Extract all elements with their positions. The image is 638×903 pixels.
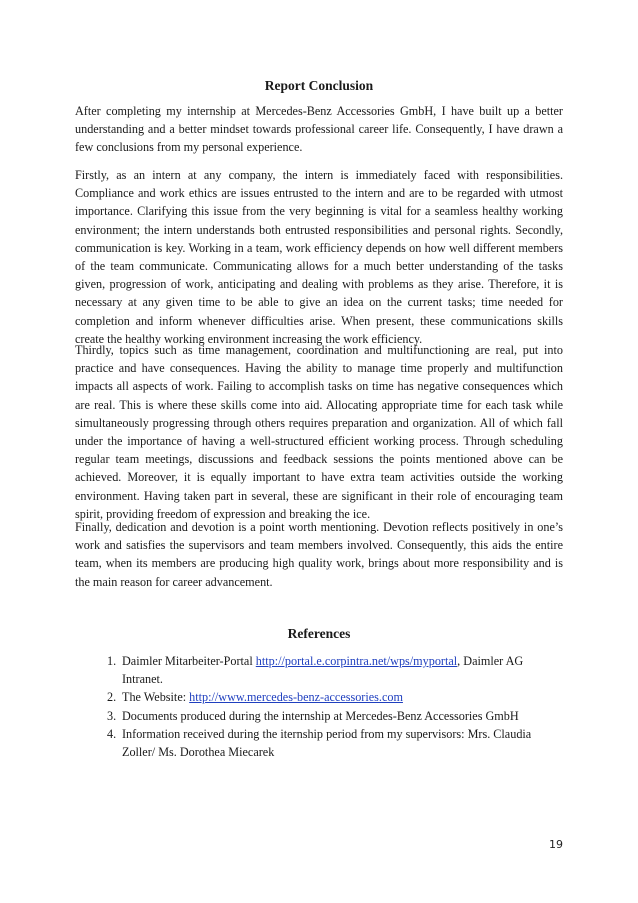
conclusion-paragraph-firstly: Firstly, as an intern at any company, the intern is immediately faced with responsibilities. Compliance and work ethics are issues entrusted to the intern and are to be regarded with utmost importance. Clarifying this issue from the very beginning is vital for a seamless healthy working environment; the intern understands both entrusted responsibilities and personal rights. Secondly, communication is key. Working in a team, work efficiency depends on how well different members of the team communicate. Communicating allows for a much better understanding of the tasks given, progression of work, anticipating and dealing with problems as they arise. Therefore, it is necessary at any given time to be able to give an idea on the current tasks; time needed for completion and inform whenever difficulties arise. When present, these communications skills create the healthy working environment increasing the work efficiency. (75, 168, 563, 346)
references-title: References (287, 626, 351, 641)
reference-item (75, 688, 552, 706)
reference-item (75, 725, 552, 761)
reference-item (75, 707, 552, 725)
references-list (75, 652, 563, 761)
conclusion-paragraph-intro: After completing my internship at Mercedes-Benz Accessories GmbH, I have built up a better understanding and a better mindset towards professional career life. Consequently, I have drawn a few conclusions from my personal experience. (75, 104, 563, 155)
reference-link-website[interactable]: http://www.mercedes-benz-accessories.com (189, 690, 403, 705)
reference-item (75, 652, 552, 688)
reference-link-portal[interactable]: http://portal.e.corpintra.net/wps/myportal (255, 654, 458, 668)
reference-number: 2. (107, 690, 117, 705)
reference-number: 4. (107, 726, 117, 741)
page-number: 19 (549, 838, 563, 851)
reference-number: 1. (107, 654, 117, 668)
conclusion-title: Report Conclusion (264, 78, 374, 93)
reference-text: Daimler Mitarbeiter-Portal (122, 654, 256, 668)
conclusion-paragraph-thirdly: Thirdly, topics such as time management, coordination and multifunctioning are real, put into practice and have consequences. Having the ability to manage time properly and multifunction impacts all aspects of work. Failing to accomplish tasks on time has negative consequences which are real. This is where these skills come into aid. Allocating appropriate time for each task while simultaneously progressing through others requires preparation and organization. All of which fall under the importance of having a well-structured efficient working process. Through scheduling regular team meetings, discussions and feedback sessions the points mentioned above can be achieved. Moreover, it is equally important to have extra team activities outside the working environment. Having taken part in several, these are significant in their role of encouraging team spirit, providing freedom of expression and breaking the ice. (75, 343, 563, 521)
reference-number: 3. (107, 708, 117, 723)
conclusion-paragraph-finally: Finally, dedication and devotion is a point worth mentioning. Devotion reflects positively in one’s work and satisfies the supervisors and team members involved. Consequently, this aids the entire team, when its members are producing high quality work, brings about more responsibility and is the main reason for career advancement. (75, 520, 563, 589)
reference-text-suffix: , Daimler AG Intranet. (122, 654, 524, 687)
reference-text: Documents produced during the internship at Mercedes-Benz Accessories GmbH (122, 708, 519, 723)
reference-text: Information received during the iternship period from my supervisors: Mrs. Claudia Zoller/ Ms. Dorothea Miecarek (122, 726, 532, 760)
reference-text: The Website: (122, 690, 190, 705)
